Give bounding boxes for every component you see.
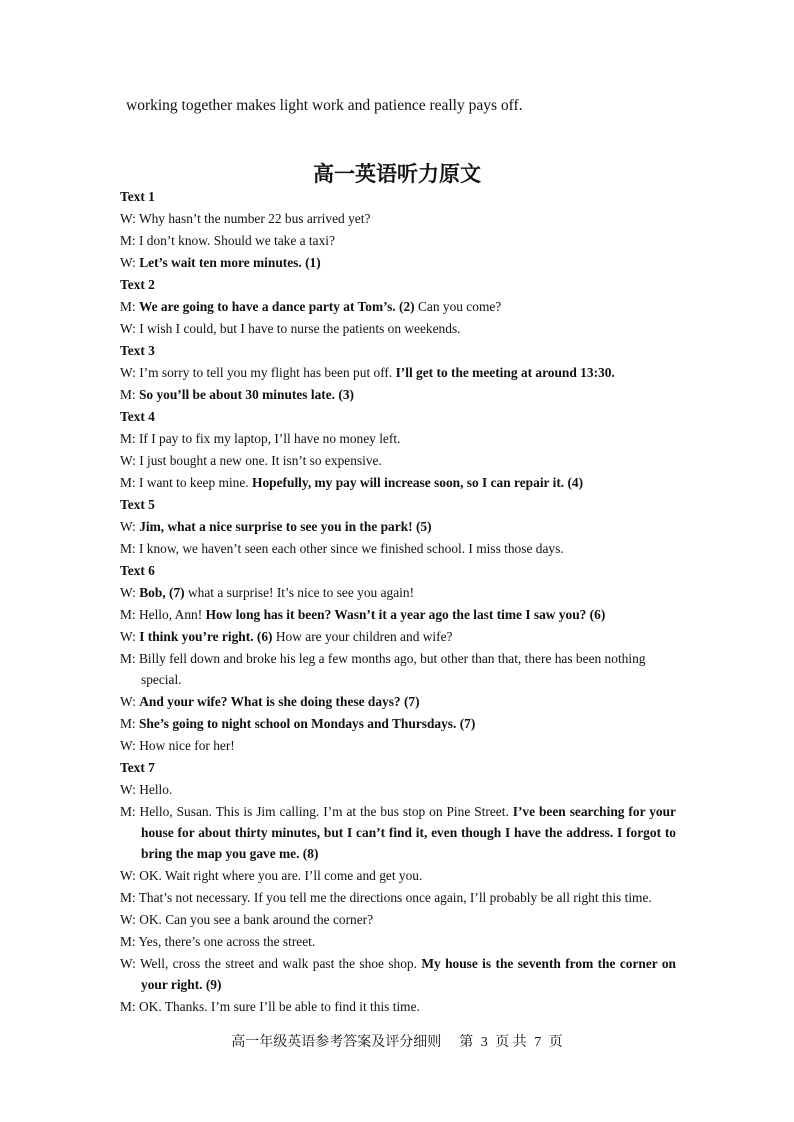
answer-text: Hopefully, my pay will increase soon, so I can repair it. (4) xyxy=(252,475,584,490)
dialogue-line xyxy=(120,582,676,604)
dialogue-line xyxy=(120,516,676,538)
dialogue-line xyxy=(120,691,676,713)
section-heading xyxy=(120,560,676,582)
dialogue-line xyxy=(120,887,676,909)
line-text: Text 5 xyxy=(120,497,155,512)
line-text: W: xyxy=(120,694,140,709)
line-text: W: I just bought a new one. It isn’t so expensive. xyxy=(120,453,382,468)
dialogue-line xyxy=(120,208,676,230)
line-text: M: That’s not necessary. If you tell me the directions once again, I’ll probably be all right this time. xyxy=(120,890,652,905)
line-text: M: Yes, there’s one across the street. xyxy=(120,934,316,949)
line-text: M: xyxy=(120,716,139,731)
line-text: W: How nice for her! xyxy=(120,738,235,753)
answer-text: I’ll get to the meeting at around 13:30. xyxy=(395,365,615,380)
dialogue-line xyxy=(120,909,676,931)
section-heading xyxy=(120,186,676,208)
line-text: Text 7 xyxy=(120,760,155,775)
dialogue-line xyxy=(120,428,676,450)
line-text: M: xyxy=(120,299,139,314)
dialogue-line xyxy=(120,648,676,690)
answer-text: How long has it been? Wasn’t it a year ago the last time I saw you? (6) xyxy=(205,607,606,622)
intro-text: working together makes light work and patience really pays off. xyxy=(126,97,523,114)
dialogue-line xyxy=(120,538,676,560)
dialogue-line xyxy=(120,996,676,1018)
line-text: W: Well, cross the street and walk past the shoe shop. xyxy=(120,956,422,971)
line-text: W: OK. Can you see a bank around the corner? xyxy=(120,912,374,927)
answer-text: Let’s wait ten more minutes. (1) xyxy=(139,255,321,270)
line-text: M: I don’t know. Should we take a taxi? xyxy=(120,233,335,248)
page-title: 高一英语听力原文 xyxy=(313,162,481,186)
dialogue-line xyxy=(120,384,676,406)
footer-page-prefix: 第 xyxy=(459,1035,474,1050)
line-text: M: I know, we haven’t seen each other since we finished school. I miss those days. xyxy=(120,541,564,556)
footer-doc-title: 高一年级英语参考答案及评分细则 xyxy=(231,1035,442,1050)
dialogue-line xyxy=(120,801,676,864)
line-text: M: Billy fell down and broke his leg a few months ago, but other than that, there has been nothing special. xyxy=(120,651,646,687)
page-footer xyxy=(0,1031,794,1051)
footer-page-suffix: 页 xyxy=(548,1035,563,1050)
footer-page-mid: 页 共 xyxy=(495,1035,527,1050)
section-heading xyxy=(120,340,676,362)
line-text: Text 2 xyxy=(120,277,155,292)
footer-page-total: 7 xyxy=(534,1035,542,1050)
dialogue-line xyxy=(120,472,676,494)
answer-text: She’s going to night school on Mondays and Thursdays. (7) xyxy=(138,716,476,731)
line-text: Text 4 xyxy=(120,409,155,424)
line-text: W: OK. Wait right where you are. I’ll come and get you. xyxy=(120,868,423,883)
answer-text: I’ve been searching for your house for about thirty minutes, but I can’t find it, even though I have the address. I forgot to bring the map you gave me. (8) xyxy=(141,804,676,861)
dialogue-line xyxy=(120,604,676,626)
answer-text: Bob, (7) xyxy=(139,585,185,600)
line-text: How are your children and wife? xyxy=(272,629,453,644)
section-heading xyxy=(120,757,676,779)
line-text: W: xyxy=(120,629,140,644)
dialogue-line xyxy=(120,362,676,384)
line-text: W: xyxy=(120,255,140,270)
line-text: M: OK. Thanks. I’m sure I’ll be able to find it this time. xyxy=(120,999,420,1014)
dialogue-line xyxy=(120,296,676,318)
dialogue-line xyxy=(120,252,676,274)
line-text: W: I’m sorry to tell you my flight has been put off. xyxy=(120,365,396,380)
dialogue-line xyxy=(120,779,676,801)
dialogue-line xyxy=(120,450,676,472)
line-text: W: xyxy=(120,519,140,534)
line-text: what a surprise! It’s nice to see you again! xyxy=(184,585,415,600)
dialogue-line xyxy=(120,230,676,252)
line-text: M: Hello, Susan. This is Jim calling. I’m at the bus stop on Pine Street. xyxy=(120,804,513,819)
answer-text: We are going to have a dance party at Tom’s. (2) xyxy=(138,299,415,314)
section-heading xyxy=(120,406,676,428)
section-heading xyxy=(120,494,676,516)
line-text: M: xyxy=(120,387,139,402)
line-text: M: I want to keep mine. xyxy=(120,475,253,490)
answer-text: And your wife? What is she doing these days? (7) xyxy=(139,694,420,709)
dialogue-line xyxy=(120,735,676,757)
line-text: W: xyxy=(120,585,140,600)
section-heading xyxy=(120,274,676,296)
answer-text: So you’ll be about 30 minutes late. (3) xyxy=(138,387,354,402)
line-text: W: Hello. xyxy=(120,782,173,797)
transcript-body xyxy=(120,186,676,1018)
line-text: Text 1 xyxy=(120,189,155,204)
line-text: W: Why hasn’t the number 22 bus arrived yet? xyxy=(120,211,371,226)
line-text: Text 6 xyxy=(120,563,155,578)
footer-page-current: 3 xyxy=(480,1035,488,1050)
line-text: Can you come? xyxy=(414,299,502,314)
dialogue-line xyxy=(120,626,676,648)
line-text: W: I wish I could, but I have to nurse the patients on weekends. xyxy=(120,321,461,336)
answer-text: Jim, what a nice surprise to see you in the park! (5) xyxy=(139,519,432,534)
line-text: M: If I pay to fix my laptop, I’ll have no money left. xyxy=(120,431,401,446)
answer-text: I think you’re right. (6) xyxy=(139,629,273,644)
dialogue-line xyxy=(120,931,676,953)
answer-text: My house is the seventh from the corner on your right. (9) xyxy=(141,956,677,992)
line-text: M: Hello, Ann! xyxy=(120,607,206,622)
line-text: Text 3 xyxy=(120,343,155,358)
dialogue-line xyxy=(120,865,676,887)
dialogue-line xyxy=(120,953,676,995)
dialogue-line xyxy=(120,713,676,735)
dialogue-line xyxy=(120,318,676,340)
